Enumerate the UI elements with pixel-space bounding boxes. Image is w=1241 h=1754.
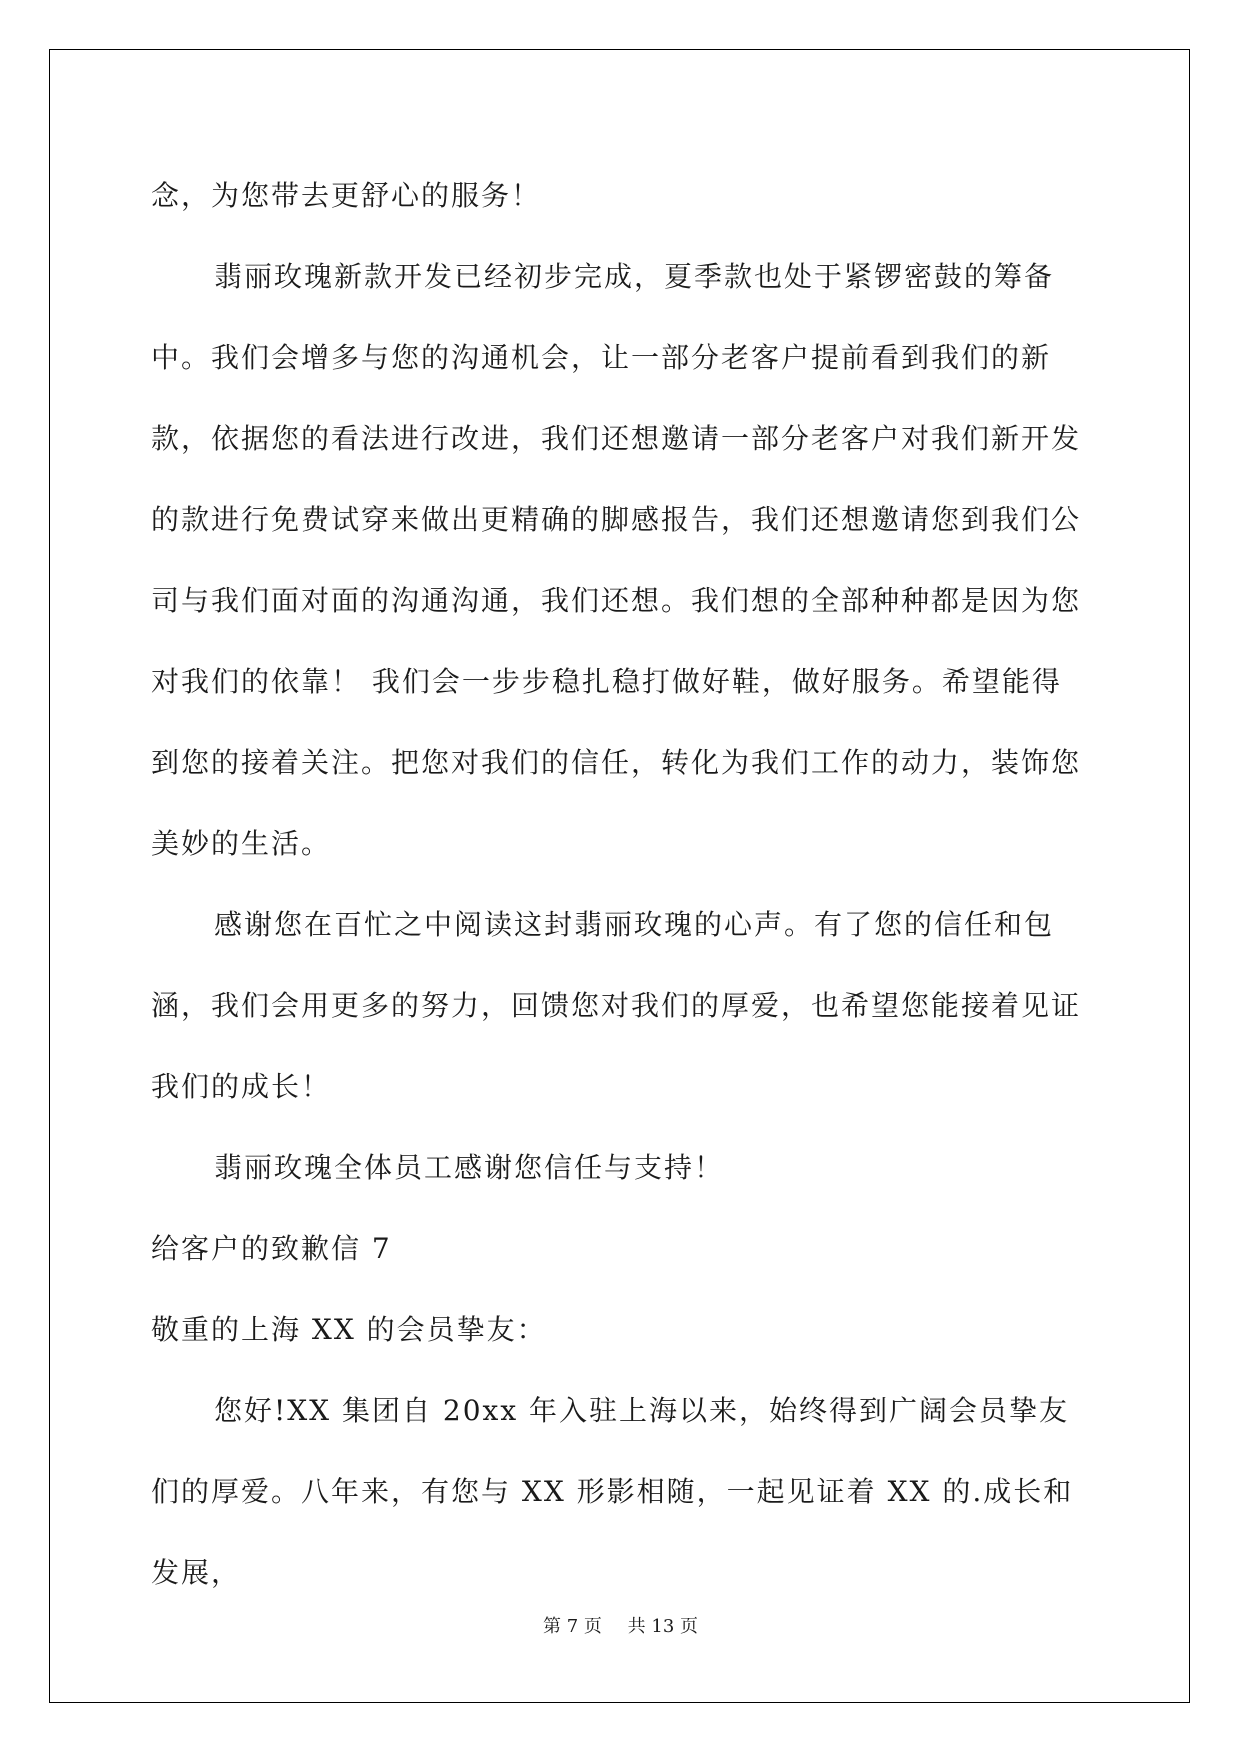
paragraph-4: 翡丽玫瑰全体员工感谢您信任与支持！ [214,1151,725,1184]
paragraph-2: 翡丽玫瑰新款开发已经初步完成，夏季款也处于紧锣密鼓的筹备中。我们会增多与您的沟通机会，让一部分老客户提前看到我们的新款，依据您的看法进行改进，我们还想邀请一部分老客户对我们新开发的款进行免费试穿来做出更精确的脚感报告，我们还想邀请您到我们公司与我们面对面的沟通沟通，我们还想。我们想的全部种种都是因为您对我们的依靠！ 我们会一步步稳扎稳打做好鞋，做好服务。希望能得到您的接着关注。把您对我们的信任，转化为我们工作的动力，装饰您美妙的生活。 [151,260,1082,860]
paragraph-1: 念，为您带去更舒心的服务！ [151,179,542,212]
page-number: 第 7 页 [543,1616,602,1637]
document-body [151,155,1091,1613]
page-footer [0,1615,1241,1639]
paragraph-3: 感谢您在百忙之中阅读这封翡丽玫瑰的心声。有了您的信任和包涵，我们会用更多的努力，回馈您对我们的厚爱，也希望您能接着见证我们的成长！ [151,908,1082,1103]
section-heading: 给客户的致歉信 7 [151,1232,392,1265]
paragraph-5: 您好!XX 集团自 20xx 年入驻上海以来，始终得到广阔会员挚友们的厚爱。八年来，有您与 XX 形影相随，一起见证着 XX 的.成长和发展， [151,1394,1074,1589]
salutation: 敬重的上海 XX 的会员挚友： [151,1313,547,1346]
page-total: 共 13 页 [627,1616,698,1637]
